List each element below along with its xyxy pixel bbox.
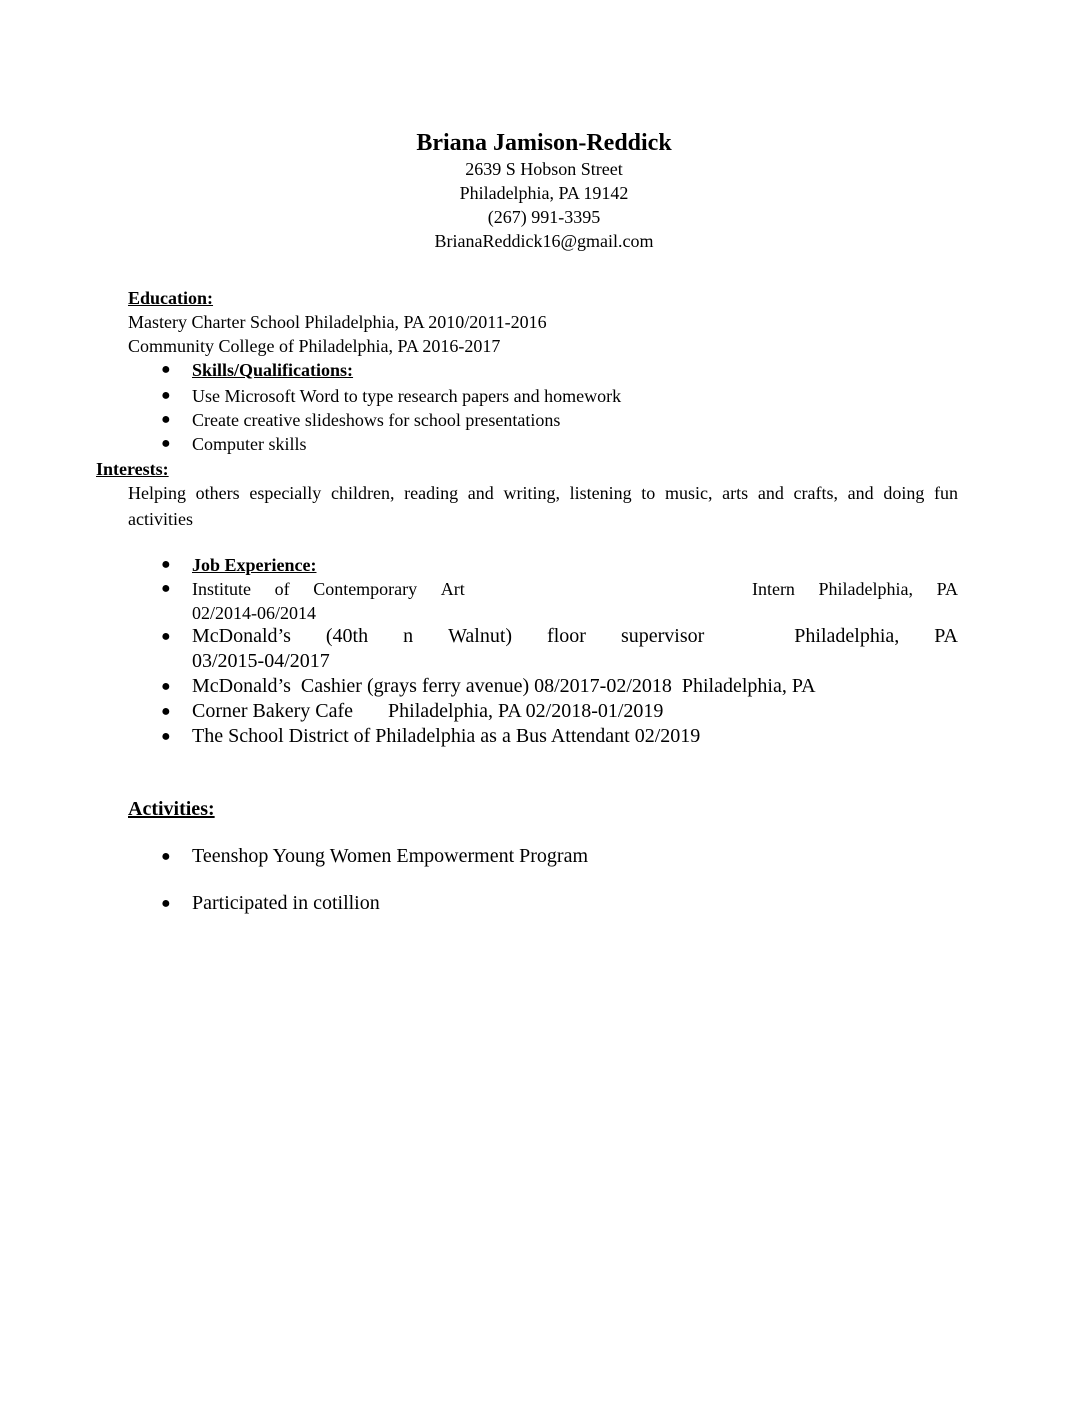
job-item: Corner Bakery Cafe Philadelphia, PA 02/2018-01/2019: [192, 700, 664, 722]
job-word: Philadelphia,: [794, 625, 900, 647]
bullet-icon: ●: [161, 387, 171, 404]
education-line: Community College of Philadelphia, PA 2016-2017: [128, 336, 501, 356]
job-gap: [488, 577, 728, 601]
education-heading: Education:: [128, 288, 214, 308]
job-word: Art: [440, 579, 465, 599]
interests-text: Helping others especially children, reading and writing, listening to music, arts and crafts, and doing fun: [128, 483, 958, 503]
street-address: 2639 S Hobson Street: [465, 159, 623, 179]
bullet-icon: ●: [161, 435, 171, 452]
job-word: PA: [936, 579, 958, 599]
job-word: McDonald’s: [192, 625, 291, 647]
bullet-icon: ●: [161, 848, 171, 865]
activity-item: Participated in cotillion: [192, 892, 380, 914]
city-state-zip: Philadelphia, PA 19142: [459, 183, 629, 203]
job-word: Contemporary: [313, 579, 418, 599]
job-word: Intern: [751, 579, 795, 599]
skill-item: Create creative slideshows for school presentations: [192, 410, 561, 430]
email-address: BrianaReddick16@gmail.com: [434, 231, 654, 251]
job-word: supervisor: [620, 625, 705, 647]
job-item: [192, 624, 958, 649]
bullet-icon: ●: [161, 411, 171, 428]
job-word: n: [403, 625, 414, 647]
skill-item: Use Microsoft Word to type research papers and homework: [192, 386, 622, 406]
job-dates: 02/2014-06/2014: [192, 603, 316, 623]
interests-heading: Interests:: [96, 459, 169, 479]
job-gap: [739, 624, 759, 649]
activity-item: Teenshop Young Women Empowerment Program: [192, 845, 589, 867]
job-word: Walnut): [448, 625, 513, 647]
bullet-icon: ●: [161, 895, 171, 912]
job-experience-heading: Job Experience:: [192, 555, 317, 575]
skills-heading: Skills/Qualifications:: [192, 360, 354, 380]
bullet-icon: ●: [161, 556, 171, 573]
job-word: of: [274, 579, 290, 599]
skill-item: Computer skills: [192, 434, 307, 454]
interests-text-continued: activities: [128, 509, 193, 529]
bullet-icon: ●: [161, 678, 171, 695]
activities-heading: Activities:: [128, 798, 215, 820]
education-line: Mastery Charter School Philadelphia, PA 2010/2011-2016: [128, 312, 547, 332]
bullet-icon: ●: [161, 703, 171, 720]
bullet-icon: ●: [161, 728, 171, 745]
job-word: floor: [547, 625, 586, 647]
phone-number: (267) 991-3395: [487, 207, 601, 227]
job-word: PA: [934, 625, 958, 647]
job-word: (40th: [325, 625, 369, 647]
job-dates: 03/2015-04/2017: [192, 650, 330, 672]
bullet-icon: ●: [161, 361, 171, 378]
bullet-icon: ●: [161, 628, 171, 645]
job-word: Philadelphia,: [818, 579, 914, 599]
job-word: Institute: [192, 579, 251, 599]
job-item: McDonald’s Cashier (grays ferry avenue) 08/2017-02/2018 Philadelphia, PA: [192, 675, 816, 697]
resume-name: Briana Jamison-Reddick: [416, 130, 672, 156]
bullet-icon: ●: [161, 580, 171, 597]
job-item: [192, 577, 958, 601]
job-item: The School District of Philadelphia as a Bus Attendant 02/2019: [192, 725, 701, 747]
